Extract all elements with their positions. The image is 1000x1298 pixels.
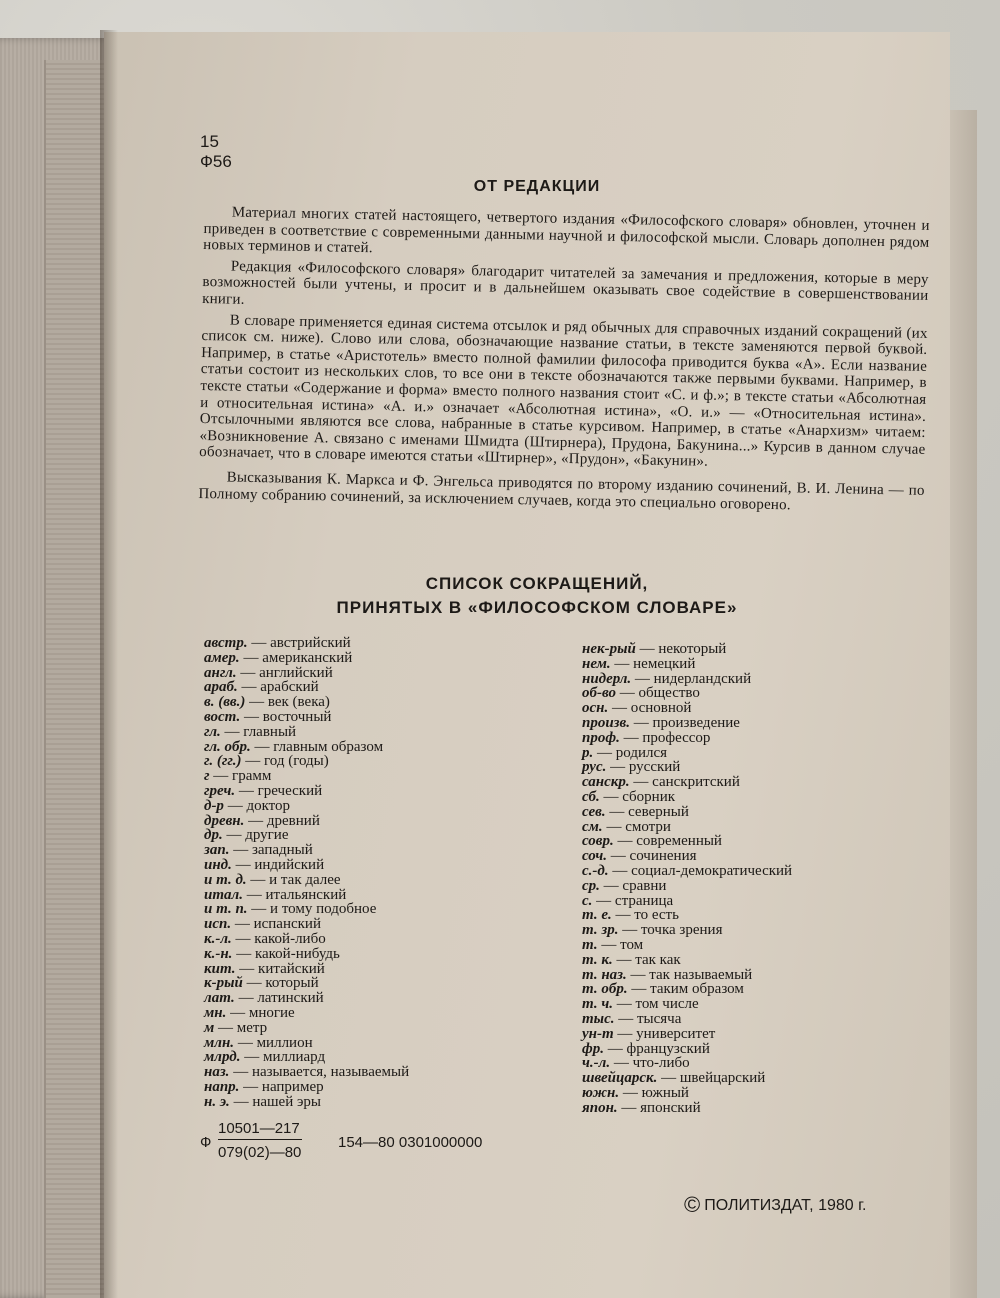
abbreviation-dash: — — [231, 916, 254, 933]
abbreviation-term: нек-рый — [582, 641, 636, 657]
book-page — [104, 32, 950, 1298]
abbreviation-dash: — — [239, 1078, 262, 1095]
abbreviation-dash: — — [229, 1093, 253, 1110]
abbreviations-subtitle: ПРИНЯТЫХ В «ФИЛОСОФСКОМ СЛОВАРЕ» — [336, 598, 738, 617]
catalog-denominator: 079(02)—80 — [218, 1144, 302, 1161]
abbreviation-term: произв. — [582, 714, 630, 731]
abbreviation-row — [582, 805, 942, 820]
abbreviation-meaning: например — [261, 1078, 324, 1095]
abbreviation-dash: — — [613, 1025, 637, 1042]
abbreviation-term: млрд. — [204, 1049, 241, 1066]
abbreviation-term: зап. — [204, 842, 230, 859]
abbreviation-row — [204, 828, 544, 843]
abbreviation-dash: — — [619, 729, 643, 746]
abbreviation-row — [204, 873, 544, 888]
abbreviation-dash: — — [231, 856, 255, 873]
abbreviation-row — [204, 917, 544, 932]
abbreviation-meaning: называется, называемый — [251, 1064, 410, 1081]
catalog-numerator: 10501—217 — [218, 1120, 302, 1140]
abbreviation-dash: — — [626, 966, 650, 983]
abbreviation-row — [204, 680, 544, 695]
page-number: 15 — [200, 132, 219, 151]
abbreviation-term: осн. — [582, 700, 609, 717]
abbreviation-meaning: грамм — [232, 768, 272, 785]
abbreviation-meaning: американский — [262, 649, 353, 666]
abbreviation-meaning: индийский — [254, 856, 325, 873]
abbreviation-term: ун-т — [582, 1025, 614, 1042]
abbreviation-row — [204, 976, 544, 991]
abbreviation-meaning: арабский — [260, 679, 319, 696]
abbreviation-dash: — — [619, 1084, 642, 1101]
abbreviation-meaning: и так далее — [269, 871, 341, 888]
abbreviation-term: д-р — [204, 797, 224, 814]
catalog-letter: Ф — [200, 1134, 212, 1151]
abbreviation-row — [204, 784, 544, 799]
abbreviation-term: нем. — [582, 655, 611, 672]
abbreviation-meaning: современный — [636, 833, 722, 850]
abbreviation-row — [582, 968, 942, 983]
abbreviation-meaning: западный — [251, 842, 313, 859]
abbreviation-row — [204, 1050, 544, 1065]
abbreviation-meaning: австрийский — [270, 635, 351, 651]
abbreviation-row — [582, 686, 942, 701]
abbreviation-row — [582, 1101, 942, 1116]
abbreviation-term: т. к. — [582, 951, 613, 968]
abbreviation-meaning: некоторый — [658, 641, 727, 657]
abbreviation-dash: — — [242, 886, 266, 903]
abbreviation-row — [204, 695, 544, 710]
abbreviation-term: и т. д. — [204, 871, 247, 888]
abbreviation-meaning: главным образом — [273, 738, 384, 755]
abbreviation-row — [582, 997, 942, 1012]
abbreviation-meaning: так как — [635, 951, 681, 968]
abbreviation-meaning: век (века) — [267, 694, 330, 711]
abbreviation-row — [204, 1065, 544, 1080]
editorial-paragraph: В словаре применяется единая система отсылок и ряд обычных для справочных изданий сокращений (их список см. ниже). Слово или слова, обозначающие название статьи, в тексте заменяются первой буквой. Например, в статье «Аристотель» вместо полной фамилии философа приводится буква «А». Если название статьи состоит из нескольких слов, то все они в тексте обозначаются также первыми буквами. Например, в тексте статьи «Содержание и форма» вместо полного названия стоит «С. и ф.»; в тексте статьи «Абсолютная и относительная истина» «А. и.» означает «Абсолютная истина», «О. и.» — «Относительная истина». Отсылочными являются все слова, набранные в статье курсивом. Например, в статье «Анархизм» читаем: «Возникновение А. связано с именами Шмидта (Штирнера), Прудона, Бакунина...» Курсив в данном случае обозначает, что в словаре имеются статьи «Штирнер», «Прудон», «Бакунин». — [199, 312, 928, 471]
abbreviation-meaning: латинский — [257, 990, 324, 1007]
abbreviation-meaning: сочинения — [629, 848, 697, 865]
abbreviation-row — [582, 716, 942, 731]
abbreviation-row — [204, 725, 544, 740]
abbreviation-term: тыс. — [582, 1010, 615, 1027]
abbreviation-row — [204, 1036, 544, 1051]
abbreviation-row — [582, 657, 942, 672]
abbreviation-dash: — — [245, 694, 268, 711]
abbreviation-term: т. наз. — [582, 966, 627, 983]
abbreviation-row — [582, 1012, 942, 1027]
abbreviation-row — [582, 1086, 942, 1101]
abbreviation-meaning: и тому подобное — [270, 901, 377, 918]
abbreviation-row — [582, 938, 942, 953]
abbreviation-term: санскр. — [582, 774, 630, 791]
abbreviation-dash: — — [220, 723, 244, 740]
abbreviation-meaning: профессор — [642, 729, 711, 746]
abbreviation-row — [204, 947, 544, 962]
abbreviation-term: лат. — [204, 990, 235, 1007]
abbreviation-term: наз. — [204, 1064, 230, 1081]
abbreviation-dash: — — [236, 664, 260, 681]
abbreviation-meaning: таким образом — [650, 981, 744, 998]
abbreviation-meaning: испанский — [253, 916, 321, 933]
abbreviation-dash: — — [599, 788, 623, 805]
abbreviation-row — [582, 746, 942, 761]
copyright-icon: © — [684, 1192, 701, 1217]
abbreviation-meaning: что-либо — [632, 1055, 690, 1072]
abbreviation-dash: — — [657, 1070, 680, 1087]
abbreviation-term: австр. — [204, 635, 248, 651]
editorial-body — [198, 204, 930, 520]
abbreviation-dash: — — [635, 641, 659, 657]
abbreviation-term: см. — [582, 818, 603, 835]
abbreviation-term: г. (гг.) — [204, 753, 242, 770]
abbreviation-term: исп. — [204, 916, 232, 933]
abbreviation-meaning: швейцарский — [679, 1070, 766, 1087]
abbreviation-term: южн. — [582, 1084, 620, 1101]
abbreviation-meaning: русский — [628, 759, 681, 776]
abbreviation-row — [582, 1042, 942, 1057]
abbreviation-term: нидерл. — [582, 670, 632, 687]
abbreviation-row — [204, 740, 544, 755]
abbreviation-term: с.-д. — [582, 862, 609, 879]
abbreviation-dash: — — [618, 922, 641, 939]
abbreviation-dash: — — [250, 738, 274, 755]
abbreviation-row — [204, 932, 544, 947]
abbreviation-term: древн. — [204, 812, 245, 829]
abbreviation-row — [582, 1056, 942, 1071]
abbreviation-row — [582, 760, 942, 775]
abbreviation-meaning: сравни — [622, 877, 667, 894]
abbreviation-dash: — — [234, 990, 258, 1007]
abbreviation-meaning: какой-либо — [254, 930, 326, 947]
editorial-paragraph: Материал многих статей настоящего, четвертого издания «Философского словаря» обновлен, уточнен и приведен в соответствие с современными данными научной и философской мысли. Словарь дополнен рядом новых терминов и статей. — [203, 204, 930, 257]
cover-binding — [44, 60, 104, 1298]
abbreviation-meaning: другие — [245, 827, 289, 844]
abbreviation-dash: — — [597, 936, 621, 953]
abbreviation-row — [582, 894, 942, 909]
abbreviation-term: т. зр. — [582, 922, 619, 939]
abbreviation-meaning: нашей эры — [252, 1093, 321, 1110]
abbreviation-meaning: японский — [640, 1099, 701, 1116]
abbreviation-term: япон. — [582, 1099, 618, 1116]
abbreviation-dash: — — [237, 679, 261, 696]
abbreviation-row — [204, 799, 544, 814]
abbreviation-dash: — — [614, 1010, 637, 1027]
abbreviation-row — [204, 858, 544, 873]
abbreviation-dash: — — [209, 768, 233, 785]
abbreviation-dash: — — [239, 649, 263, 666]
abbreviation-term: итал. — [204, 886, 243, 903]
abbreviation-dash: — — [629, 774, 653, 791]
abbreviation-meaning: сборник — [622, 788, 676, 805]
classification-code: Ф56 — [200, 152, 232, 171]
abbreviation-term: швейцарск. — [582, 1070, 658, 1087]
abbreviation-row — [204, 651, 544, 666]
editorial-heading: ОТ РЕДАКЦИИ — [473, 178, 601, 195]
abbreviation-dash: — — [627, 981, 651, 998]
abbreviation-meaning: год (годы) — [263, 753, 329, 770]
abbreviation-term: фр. — [582, 1040, 604, 1057]
abbreviation-meaning: том — [620, 936, 644, 953]
abbreviation-term: т. обр. — [582, 981, 628, 998]
abbreviation-row — [582, 790, 942, 805]
abbreviation-dash: — — [607, 848, 630, 865]
abbreviation-term: т. ч. — [582, 996, 613, 1013]
abbreviation-dash: — — [223, 797, 247, 814]
abbreviation-term: греч. — [204, 782, 236, 799]
abbreviation-dash: — — [631, 670, 654, 687]
copyright-line — [684, 1192, 866, 1218]
abbreviation-meaning: доктор — [246, 797, 291, 814]
abbreviation-dash: — — [231, 930, 255, 947]
abbreviation-row — [582, 775, 942, 790]
abbreviation-term: гл. обр. — [204, 738, 251, 755]
abbreviation-meaning: смотри — [625, 818, 671, 835]
abbreviation-row — [204, 710, 544, 725]
abbreviation-term: млн. — [204, 1034, 235, 1051]
abbreviation-meaning: метр — [236, 1019, 268, 1036]
abbreviation-row — [582, 834, 942, 849]
abbreviations-title: СПИСОК СОКРАЩЕНИЙ, — [425, 574, 649, 593]
abbreviation-row — [204, 1021, 544, 1036]
abbreviation-meaning: восточный — [262, 708, 332, 725]
abbreviation-row — [582, 923, 942, 938]
abbreviation-term: др. — [204, 827, 223, 844]
abbreviation-meaning: главный — [243, 723, 297, 740]
abbreviation-term: вост. — [204, 708, 241, 725]
abbreviation-term: амер. — [204, 649, 240, 666]
abbreviation-row — [204, 636, 544, 651]
abbreviation-term: кит. — [204, 960, 236, 977]
abbreviation-meaning: то есть — [634, 907, 679, 924]
abbreviation-row — [204, 666, 544, 681]
abbreviation-meaning: основной — [630, 700, 692, 717]
abbreviation-dash: — — [241, 753, 264, 770]
abbreviation-row — [582, 953, 942, 968]
abbreviation-dash: — — [612, 996, 636, 1013]
abbreviation-term: т. е. — [582, 907, 612, 924]
abbreviation-meaning: общество — [638, 685, 700, 702]
abbreviation-dash: — — [612, 951, 636, 968]
abbreviation-dash: — — [214, 1019, 237, 1036]
abbreviation-meaning: университет — [636, 1025, 716, 1042]
abbreviation-dash: — — [602, 818, 626, 835]
abbreviation-dash: — — [235, 960, 259, 977]
abbreviation-dash: — — [599, 877, 623, 894]
abbreviation-row — [204, 1095, 544, 1110]
abbreviation-meaning: северный — [628, 803, 689, 820]
abbreviation-term: ч.-л. — [582, 1055, 611, 1072]
abbreviation-term: англ. — [204, 664, 237, 681]
abbreviation-dash: — — [630, 714, 653, 731]
abbreviation-term: и т. п. — [204, 901, 248, 918]
editorial-paragraph: Высказывания К. Маркса и Ф. Энгельса приводятся по второму изданию сочинений, В. И. Ленина — по Полному собранию сочинений, за исключением случаев, когда это специально оговорено. — [198, 469, 925, 513]
abbreviation-term: сб. — [582, 788, 600, 805]
abbreviation-term: араб. — [204, 679, 238, 696]
abbreviation-row — [582, 982, 942, 997]
abbreviation-row — [204, 991, 544, 1006]
abbreviation-meaning: тысяча — [636, 1010, 682, 1027]
abbreviation-term: инд. — [204, 856, 232, 873]
abbreviation-row — [582, 879, 942, 894]
abbreviation-meaning: так называемый — [649, 966, 753, 983]
abbreviation-row — [582, 1071, 942, 1086]
abbreviation-row — [582, 642, 942, 657]
spine-shadow — [100, 30, 118, 1298]
abbreviation-term: к.-н. — [204, 945, 233, 962]
abbreviation-meaning: греческий — [257, 782, 323, 799]
abbreviation-meaning: немецкий — [633, 655, 696, 672]
editorial-paragraph: Редакция «Философского словаря» благодарит читателей за замечания и предложения, которые в меру возможностей были учтены, и просит и в дальнейшем оказывать свое содействие в совершенствовании книги. — [202, 258, 929, 308]
abbreviation-term: н. э. — [204, 1093, 230, 1110]
abbreviation-meaning: нидерландский — [653, 670, 752, 687]
abbreviation-meaning: французский — [626, 1040, 710, 1057]
abbreviation-row — [204, 888, 544, 903]
abbreviation-dash: — — [240, 1049, 263, 1066]
abbreviation-dash: — — [222, 827, 246, 844]
abbreviation-meaning: родился — [615, 744, 668, 761]
abbreviation-dash: — — [617, 1099, 641, 1116]
abbreviation-row — [582, 672, 942, 687]
abbreviation-row — [204, 814, 544, 829]
abbreviation-row — [204, 754, 544, 769]
abbreviation-term: к.-л. — [204, 930, 232, 947]
abbreviation-dash: — — [610, 1055, 633, 1072]
copyright-text: ПОЛИТИЗДАТ, 1980 г. — [704, 1197, 867, 1214]
abbreviation-row — [204, 962, 544, 977]
abbreviation-term: р. — [582, 744, 594, 761]
abbreviation-term: т. — [582, 936, 598, 953]
abbreviation-meaning: миллиард — [262, 1049, 326, 1066]
abbreviation-meaning: китайский — [258, 960, 325, 977]
abbreviation-row — [582, 701, 942, 716]
abbreviation-meaning: санскритский — [652, 774, 740, 791]
abbreviation-dash: — — [244, 812, 267, 829]
abbreviation-dash: — — [234, 1034, 257, 1051]
abbreviation-dash: — — [604, 1040, 627, 1057]
abbreviation-dash: — — [608, 862, 632, 879]
abbreviation-term: проф. — [582, 729, 620, 746]
abbreviation-dash: — — [229, 1064, 252, 1081]
abbreviation-meaning: том числе — [635, 996, 699, 1013]
abbreviation-row — [204, 843, 544, 858]
abbreviation-meaning: произведение — [652, 714, 740, 731]
abbreviation-row — [204, 1080, 544, 1095]
abbreviation-dash: — — [608, 700, 631, 717]
abbreviation-meaning: какой-нибудь — [254, 945, 340, 962]
abbreviation-dash: — — [232, 945, 255, 962]
abbreviation-term: мн. — [204, 1004, 227, 1021]
abbreviation-row — [582, 1027, 942, 1042]
abbreviation-dash: — — [605, 803, 629, 820]
abbreviation-dash: — — [246, 871, 270, 888]
abbreviation-meaning: английский — [259, 664, 333, 681]
abbreviation-dash: — — [229, 842, 252, 859]
abbreviation-term: сев. — [582, 803, 606, 820]
page-stack-edge — [946, 110, 977, 1298]
abbreviation-dash: — — [226, 1004, 249, 1021]
abbreviations-right-column — [582, 642, 942, 1116]
abbreviation-row — [204, 769, 544, 784]
abbreviation-term: об-во — [582, 685, 616, 702]
abbreviation-dash: — — [247, 901, 271, 918]
abbreviation-row — [204, 1006, 544, 1021]
catalog-code: 154—80 0301000000 — [338, 1134, 483, 1151]
abbreviation-row — [582, 731, 942, 746]
abbreviation-dash: — — [235, 782, 258, 799]
abbreviation-dash: — — [610, 655, 634, 672]
abbreviation-meaning: который — [265, 975, 319, 992]
abbreviation-term: соч. — [582, 848, 608, 865]
abbreviation-term: с. — [582, 892, 593, 909]
abbreviation-meaning: миллион — [256, 1034, 313, 1051]
abbreviation-meaning: итальянский — [265, 886, 347, 903]
abbreviation-dash: — — [242, 975, 266, 992]
abbreviation-dash: — — [611, 907, 635, 924]
abbreviation-dash: — — [247, 635, 271, 651]
abbreviation-dash: — — [592, 892, 615, 909]
abbreviation-meaning: точка зрения — [640, 922, 723, 939]
abbreviation-term: к-рый — [204, 975, 243, 992]
abbreviation-term: в. (вв.) — [204, 694, 246, 711]
abbreviation-dash: — — [240, 708, 263, 725]
abbreviation-row — [582, 820, 942, 835]
abbreviation-row — [582, 864, 942, 879]
abbreviation-term: напр. — [204, 1078, 240, 1095]
abbreviation-term: рус. — [582, 759, 607, 776]
abbreviation-meaning: древний — [266, 812, 320, 829]
abbreviation-term: м — [204, 1019, 215, 1036]
abbreviation-meaning: социал-демократический — [631, 862, 793, 879]
abbreviation-dash: — — [615, 685, 639, 702]
abbreviation-term: совр. — [582, 833, 614, 850]
abbreviation-row — [204, 902, 544, 917]
abbreviation-row — [582, 908, 942, 923]
abbreviation-dash: — — [593, 744, 616, 761]
abbreviation-term: гл. — [204, 723, 221, 740]
abbreviation-dash: — — [613, 833, 637, 850]
abbreviation-meaning: южный — [641, 1084, 689, 1101]
abbreviation-dash: — — [606, 759, 629, 776]
abbreviation-term: г — [204, 768, 210, 785]
abbreviation-meaning: многие — [248, 1004, 295, 1021]
abbreviation-meaning: страница — [614, 892, 674, 909]
abbreviation-row — [582, 849, 942, 864]
abbreviations-left-column — [204, 636, 544, 1110]
abbreviation-term: ср. — [582, 877, 600, 894]
